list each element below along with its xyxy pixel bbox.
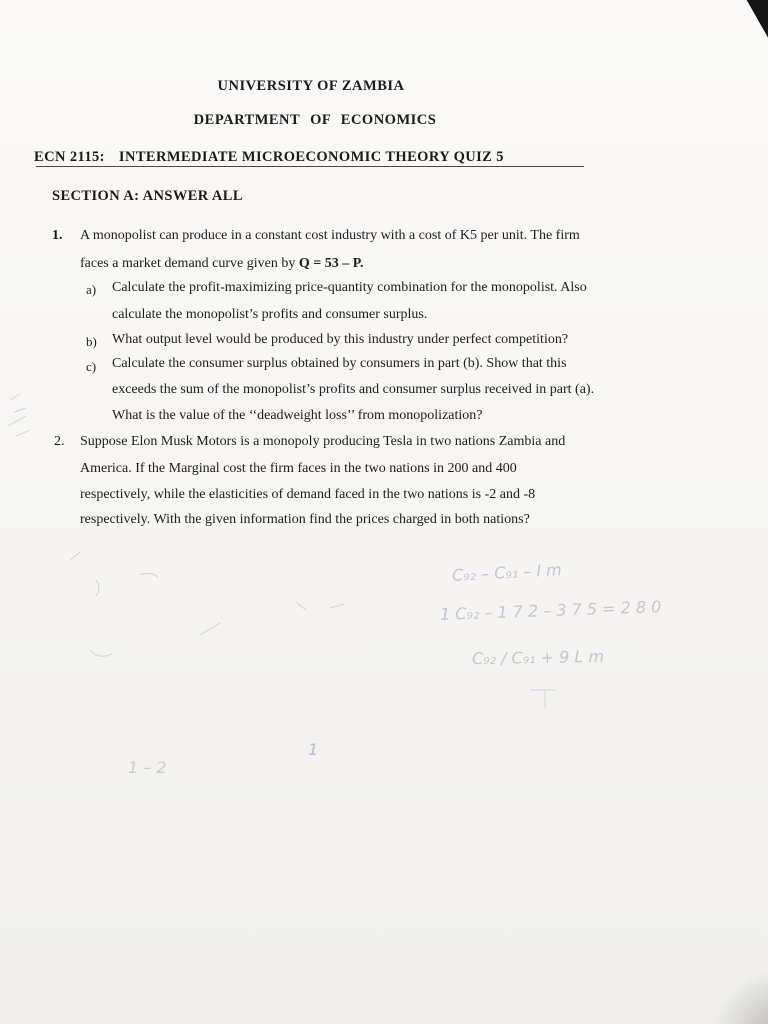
question-2-line-2: America. If the Marginal cost the firm faces in the two nations in 200 and 400 [80, 461, 517, 476]
faint-stroke-6 [530, 690, 556, 708]
question-1c-line-2: exceeds the sum of the monopolist’s profits and consumer surplus received in part (a). [112, 382, 595, 397]
question-1b-label: b) [86, 334, 97, 349]
handwriting-mark-1: 1 [308, 740, 319, 759]
handwriting-line-2: 1 C₉₂ – 1 7 2 – 3 7 5 = 2 8 0 [439, 597, 662, 624]
handwriting-mark-2: 1 – 2 [128, 758, 167, 777]
question-1-number: 1. [52, 228, 63, 243]
university-title: UNIVERSITY OF ZAMBIA [217, 78, 405, 94]
question-1c-label: c) [86, 359, 97, 374]
faint-stroke-1 [96, 580, 99, 596]
question-2-line-1: Suppose Elon Musk Motors is a monopoly producing Tesla in two nations Zambia and [80, 434, 566, 449]
margin-scribble [8, 394, 30, 436]
handwriting-line-1: C₉₂ – C₉₁ – I m [451, 560, 563, 585]
course-title: INTERMEDIATE MICROECONOMIC THEORY QUIZ 5 [118, 149, 504, 165]
course-code: ECN 2115: [34, 149, 105, 165]
demand-equation: Q = 53 – P. [298, 256, 364, 271]
question-1-line-1: A monopolist can produce in a constant cost industry with a cost of K5 per unit. The firm [80, 228, 580, 243]
faint-stroke-7 [70, 552, 80, 560]
faint-stroke-2 [140, 573, 158, 577]
faint-stroke-5 [90, 650, 112, 656]
question-1b-line-1: What output level would be produced by this industry under perfect competition? [112, 332, 569, 347]
question-1a-line-2: calculate the monopolist’s profits and consumer surplus. [112, 307, 428, 322]
bleed-through-strokes [8, 394, 556, 708]
question-2-line-3: respectively, while the elasticities of demand faced in the two nations is -2 and -8 [80, 487, 536, 502]
department-title: DEPARTMENT OF ECONOMICS [193, 112, 437, 128]
question-1c-line-1: Calculate the consumer surplus obtained by consumers in part (b). Show that this [112, 356, 567, 371]
faint-stroke-4 [296, 602, 344, 610]
question-2-number: 2. [54, 434, 65, 449]
question-1c-line-3: What is the value of the ‘‘deadweight loss’’ from monopolization? [112, 408, 483, 423]
question-1a-label: a) [86, 282, 97, 297]
handwriting-line-3: C₉₂ / C₉₁ + 9 L m [471, 646, 605, 669]
question-1-line-2-text: faces a market demand curve given by [80, 256, 299, 271]
question-1a-line-1: Calculate the profit-maximizing price-quantity combination for the monopolist. Also [112, 280, 587, 295]
section-title: SECTION A: ANSWER ALL [52, 188, 243, 204]
question-2-line-4: respectively. With the given information find the prices charged in both nations? [80, 512, 530, 527]
faint-stroke-3 [200, 623, 220, 635]
